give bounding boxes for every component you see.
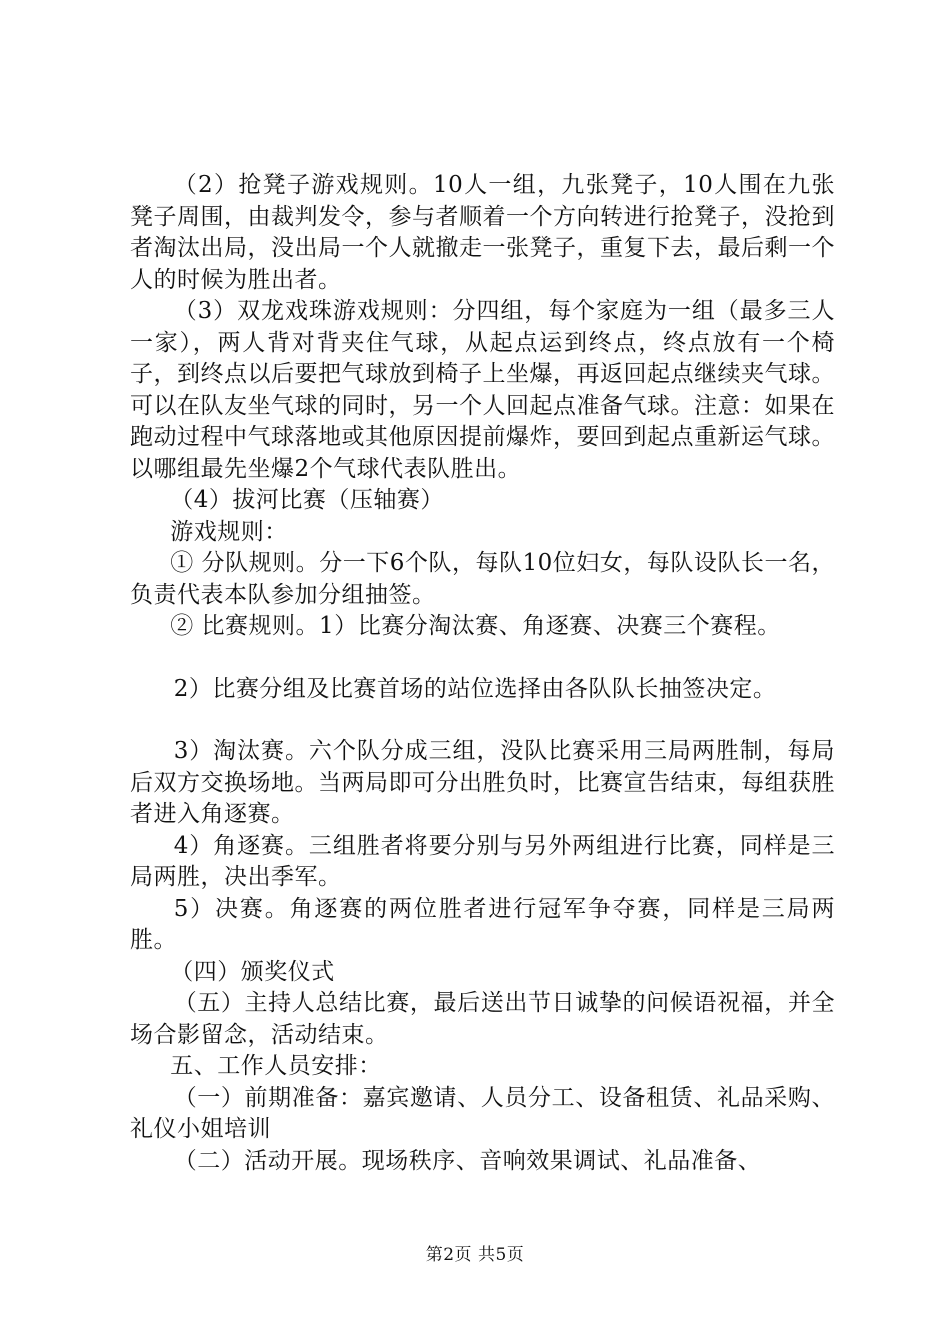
paragraph-game-chairs: （2）抢凳子游戏规则。10人一组，九张凳子，10人围在九张凳子周围，由裁判发令，参与者顺着一个方向转进行抢凳子，没抢到者淘汰出局，没出局一个人就撤走一张凳子，重复下去，最后剩一个人的时候为胜出者。 [130,172,835,293]
paragraph-staff-heading: 五、工作人员安排： [170,1053,382,1079]
document-body [130,170,835,1177]
paragraph-round-robin: 4）角逐赛。三组胜者将要分别与另外两组进行比赛，同样是三局两胜，决出季军。 [130,832,835,890]
paragraph-closing: （五）主持人总结比赛，最后送出节日诚挚的问候语祝福，并全场合影留念，活动结束。 [130,990,835,1048]
paragraph-final: 5）决赛。角逐赛的两位胜者进行冠军争夺赛，同样是三局两胜。 [130,895,835,953]
paragraph-execution: （二）活动开展。现场秩序、音响效果调试、礼品准备、 [173,1147,762,1174]
paragraph-game-balloons: （3）双龙戏珠游戏规则：分四组，每个家庭为一组（最多三人一家），两人背对背夹住气球，从起点运到终点，终点放有一个椅子，到终点以后要把气球放到椅子上坐爆，再返回起点继续夹气球。可以在队友坐气球的同时，另一个人回起点准备气球。注意：如果在跑动过程中气球落地或其他原因提前爆炸，要回到起点重新运气球。以哪组最先坐爆2个气球代表队胜出。 [130,298,835,482]
paragraph-match-rules: ② 比赛规则。1）比赛分淘汰赛、角逐赛、决赛三个赛程。 [170,613,781,639]
paragraph-team-rules: ① 分队规则。分一下6个队，每队10位妇女，每队设队长一名，负责代表本队参加分组抽签。 [130,550,835,608]
paragraph-preparation: （一）前期准备：嘉宾邀请、人员分工、设备租赁、礼品采购、礼仪小姐培训 [130,1084,835,1142]
paragraph-tug-of-war-heading: （4）拔河比赛（压轴赛） [170,487,444,513]
paragraph-knockout: 3）淘汰赛。六个队分成三组，没队比赛采用三局两胜制，每局后双方交换场地。当两局即可分出胜负时，比赛宣告结束，每组获胜者进入角逐赛。 [130,738,835,827]
paragraph-game-rules-label: 游戏规则： [170,518,288,545]
paragraph-awards: （四）颁奖仪式 [170,958,335,985]
page-footer: 第2页 共5页 [425,1245,525,1265]
paragraph-grouping: 2）比赛分组及比赛首场的站位选择由各队队长抽签决定。 [173,675,777,702]
